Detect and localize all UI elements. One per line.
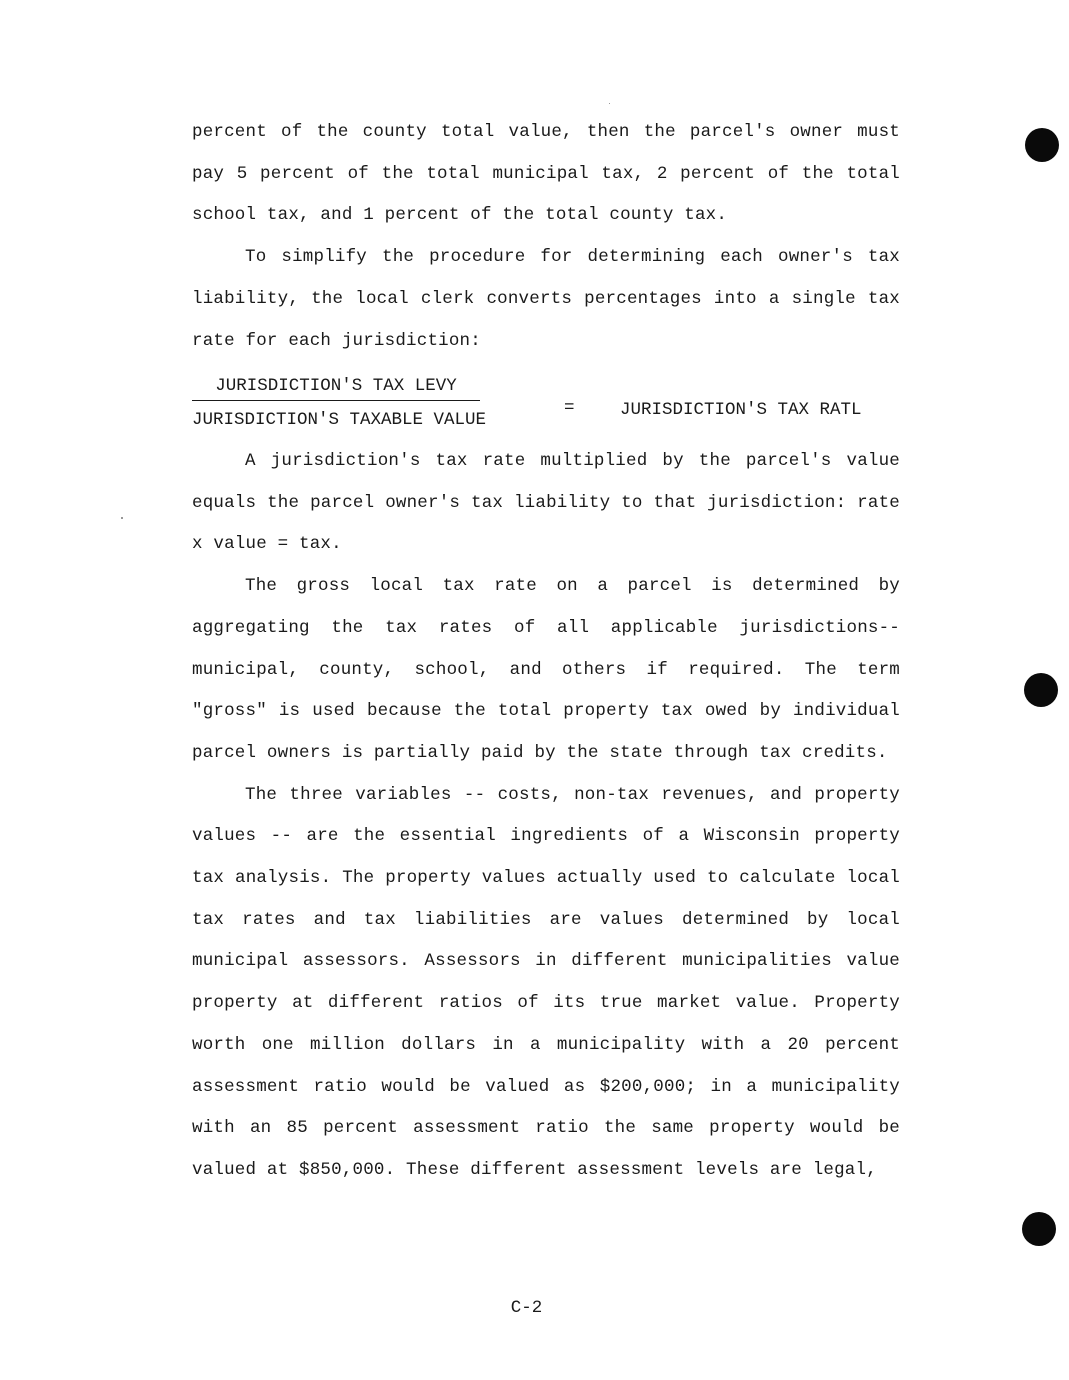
formula-result: JURISDICTION'S TAX RATL xyxy=(620,400,862,420)
tax-rate-formula xyxy=(192,372,900,438)
scan-speck xyxy=(121,517,123,519)
paragraph-tax-rate-intro: To simplify the procedure for determining each owner's tax liability, the local clerk converts percentages into a single tax rate for each jurisdiction: xyxy=(192,247,900,351)
scan-speck xyxy=(609,103,610,104)
punch-hole-icon xyxy=(1024,673,1058,707)
paragraph-continuation: percent of the county total value, then the parcel's owner must pay 5 percent of the total municipal tax, 2 percent of the total school tax, and 1 percent of the total county tax. xyxy=(192,122,900,226)
top-text xyxy=(192,112,900,362)
formula-equals-sign: = xyxy=(564,398,575,418)
punch-hole-icon xyxy=(1022,1212,1056,1246)
page-number: C-2 xyxy=(510,1298,543,1318)
punch-hole-icon xyxy=(1025,128,1059,162)
paragraph-gross-rate: The gross local tax rate on a parcel is determined by aggregating the tax rates of all applicable jurisdictions--municipal, county, school, and others if required. The term "gross" is used because the total property tax owed by individual parcel owners is partially paid by the state through tax credits. xyxy=(192,576,900,763)
bottom-text xyxy=(192,441,900,1192)
formula-denominator: JURISDICTION'S TAXABLE VALUE xyxy=(192,410,487,430)
paragraph-three-variables: The three variables -- costs, non-tax revenues, and property values -- are the essential ingredients of a Wisconsin property tax analysis. The property values actually used to calculate local tax rates and tax liabilities are values determined by local municipal assessors. Assessors in different municipalities value property at different ratios of its true market value. Property worth one million dollars in a municipality with a 20 percent assessment ratio would be valued as $200,000; in a municipality with an 85 percent assessment ratio the same property would be valued at $850,000. These different assessment levels are legal, xyxy=(192,784,900,1180)
paragraph-tax-liability: A jurisdiction's tax rate multiplied by the parcel's value equals the parcel owner's tax liability to that jurisdiction: rate x value = tax. xyxy=(192,451,900,555)
formula-numerator: JURISDICTION'S TAX LEVY xyxy=(192,372,480,401)
